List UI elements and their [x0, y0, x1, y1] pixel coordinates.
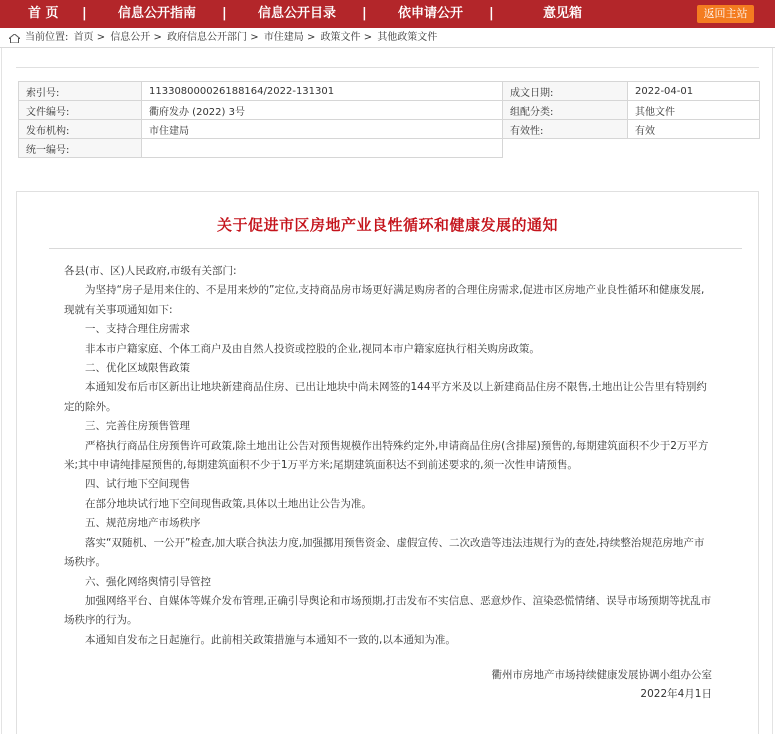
nav-item-catalog[interactable]: 信息公开目录 [258, 6, 337, 21]
category-value: 其他文件 [628, 101, 760, 120]
article-heading: 五、规范房地产市场秩序 [85, 517, 201, 530]
article-paragraph: 为坚持“房子是用来住的、不是用来炒的”定位,支持商品房市场更好满足购房者的合理住房需求,促进市区房地产业良性循环和健康发展,现就有关事项通知如下: [64, 284, 705, 316]
article-paragraph: 加强网络平台、自媒体等媒介发布管理,正确引导舆论和市场预期,打击发布不实信息、恶意炒作、渲染恐慌情绪、误导市场预期等扰乱市场秩序的行为。 [64, 594, 712, 627]
article-paragraph: 落实“双随机、一公开”检查,加大联合执法力度,加强挪用预售资金、虚假宣传、二次改造等违法违规行为的查处,持续整治规范房地产市场秩序。 [64, 536, 705, 569]
breadcrumb-policy-files[interactable]: 政策文件 > [320, 32, 373, 43]
article-paragraph: 在部分地块试行地下空间现售政策,具体以土地出让公告为准。 [85, 497, 372, 510]
date-value: 2022-04-01 [628, 82, 760, 101]
unified-no-label: 统一编号: [19, 139, 142, 158]
breadcrumb [0, 28, 775, 48]
back-to-main-button[interactable]: 返回主站 [697, 5, 754, 23]
article-heading: 三、完善住房预售管理 [85, 420, 190, 433]
nav-item-home[interactable]: 首 页 [28, 6, 59, 21]
title-divider [49, 248, 742, 249]
article-paragraph: 本通知自发布之日起施行。此前相关政策措施与本通知不一致的,以本通知为准。 [85, 633, 456, 646]
publisher-value: 市住建局 [142, 120, 503, 139]
article-body [64, 262, 714, 650]
publisher-label: 发布机构: [19, 120, 142, 139]
article-heading: 二、优化区域限售政策 [85, 362, 190, 375]
signature-org: 衢州市房地产市场持续健康发展协调小组办公室 [491, 669, 712, 681]
divider [16, 67, 759, 68]
date-label: 成文日期: [503, 82, 628, 101]
breadcrumb-home[interactable]: 首页 > [73, 32, 106, 43]
table-row [19, 82, 760, 101]
table-row [19, 120, 760, 139]
breadcrumb-other-policy-files[interactable]: 其他政策文件 [377, 32, 438, 43]
page-border-right [772, 48, 773, 734]
nav-separator: | [362, 6, 367, 21]
article-panel [16, 191, 759, 734]
breadcrumb-prefix: 当前位置: [25, 32, 69, 43]
nav-separator: | [82, 6, 87, 21]
home-icon [9, 34, 20, 43]
top-nav-bar [0, 0, 775, 28]
article-paragraph: 严格执行商品住房预售许可政策,除土地出让公告对预售规模作出特殊约定外,申请商品住房(含排屋)预售的,每期建筑面积不少于2万平方米;其中申请纯排屋预售的,每期建筑面积不少于1万平方米;尾期建筑面积达不到前述要求的,须一次性申请预售。 [64, 439, 709, 472]
nav-item-guide[interactable]: 信息公开指南 [118, 6, 197, 21]
category-label: 组配分类: [503, 101, 628, 120]
nav-item-feedback[interactable]: 意见箱 [543, 6, 583, 21]
index-no-label: 索引号: [19, 82, 142, 101]
table-row [19, 139, 760, 158]
file-no-label: 文件编号: [19, 101, 142, 120]
validity-label: 有效性: [503, 120, 628, 139]
unified-no-value [142, 139, 503, 158]
article-heading: 四、试行地下空间现售 [85, 478, 190, 491]
article-paragraph: 非本市户籍家庭、个体工商户及由自然人投资或控股的企业,视同本市户籍家庭执行相关购房政策。 [85, 342, 540, 355]
document-info-table [18, 81, 760, 158]
nav-separator: | [222, 6, 227, 21]
article-title: 关于促进市区房地产业良性循环和健康发展的通知 [216, 216, 558, 234]
validity-value: 有效 [628, 120, 760, 139]
breadcrumb-housing-bureau[interactable]: 市住建局 > [263, 32, 316, 43]
article-heading: 六、强化网络舆情引导管控 [85, 575, 211, 588]
table-row [19, 101, 760, 120]
signature-date: 2022年4月1日 [640, 688, 712, 700]
index-no-value: 113308000026188164/2022-131301 [142, 82, 503, 101]
page-border-left [1, 48, 2, 734]
empty-cell [503, 139, 760, 158]
nav-separator: | [489, 6, 494, 21]
file-no-value: 衢府发办 (2022) 3号 [142, 101, 503, 120]
article-greeting: 各县(市、区)人民政府,市级有关部门: [64, 265, 237, 277]
breadcrumb-departments[interactable]: 政府信息公开部门 > [167, 32, 259, 43]
article-paragraph: 本通知发布后市区新出让地块新建商品住房、已出让地块中尚未网签的144平方米及以上新建商品住房不限售,土地出让公告里有特别约定的除外。 [64, 381, 707, 413]
breadcrumb-info-open[interactable]: 信息公开 > [110, 32, 162, 43]
nav-item-apply[interactable]: 依申请公开 [398, 6, 464, 21]
article-heading: 一、支持合理住房需求 [85, 323, 190, 336]
